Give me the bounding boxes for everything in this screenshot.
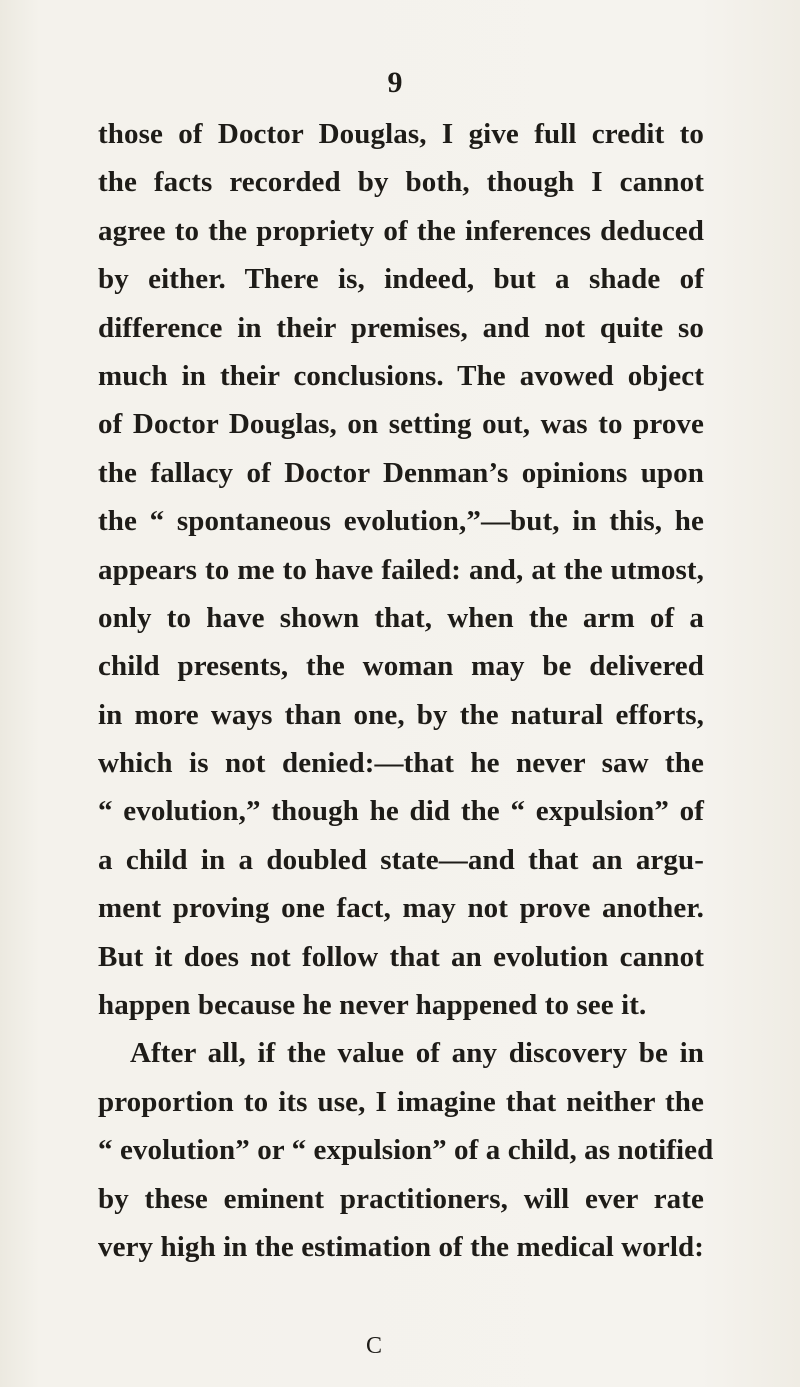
text-line: the “ spontaneous evolution,”—but, in this, he <box>98 505 704 538</box>
text-line: by either. There is, indeed, but a shade of <box>98 263 704 296</box>
text-line: a child in a doubled state—and that an argu- <box>98 843 704 876</box>
text-line: only to have shown that, when the arm of a <box>98 601 704 634</box>
page-number: 9 <box>387 66 403 99</box>
signature-mark: C <box>365 1333 382 1359</box>
body-text <box>98 110 714 1271</box>
text-line: proportion to its use, I imagine that neither the <box>98 1085 704 1118</box>
text-line: in more ways than one, by the natural efforts, <box>98 698 704 731</box>
text-line: of Doctor Douglas, on setting out, was to prove <box>98 408 704 441</box>
text-line: those of Doctor Douglas, I give full credit to <box>98 118 704 150</box>
text-line: “ evolution,” though he did the “ expulsion” of <box>98 795 704 828</box>
text-line: But it does not follow that an evolution cannot <box>98 940 704 973</box>
text-line: very high in the estimation of the medical world: <box>98 1230 704 1263</box>
text-line: appears to me to have failed: and, at the utmost, <box>98 553 704 586</box>
text-line: happen because he never happened to see it. <box>98 989 647 1022</box>
text-line: which is not denied:—that he never saw the <box>98 747 704 780</box>
text-line: agree to the propriety of the inferences deduced <box>98 214 704 247</box>
text-line: much in their conclusions. The avowed object <box>98 359 704 392</box>
text-line: by these eminent practitioners, will ever rate <box>98 1182 704 1215</box>
text-line: the facts recorded by both, though I cannot <box>98 166 704 199</box>
text-line: “ evolution” or “ expulsion” of a child, as notified <box>98 1134 714 1167</box>
text-line: child presents, the woman may be delivered <box>98 650 704 683</box>
text-line: difference in their premises, and not quite so <box>98 311 704 344</box>
text-line: ment proving one fact, may not prove another. <box>98 892 704 925</box>
text-line: the fallacy of Doctor Denman’s opinions upon <box>98 456 704 489</box>
text-line: After all, if the value of any discovery be in <box>130 1037 704 1070</box>
